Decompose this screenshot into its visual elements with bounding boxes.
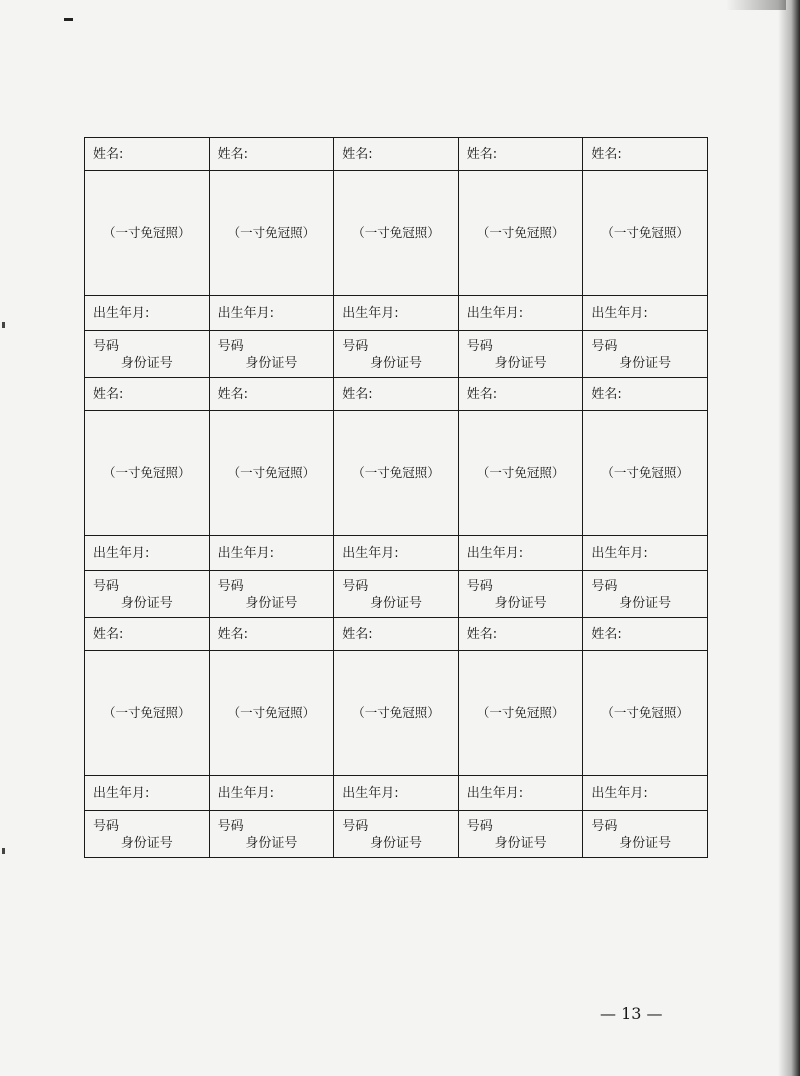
id-number-label [85, 331, 210, 356]
id-card-label [583, 355, 708, 378]
id-number-label-text: 号码 [466, 579, 493, 594]
birth-date-cell-text: 出生年月: [591, 305, 648, 321]
name-cell-text: 姓名: [342, 626, 373, 642]
binding-mark [2, 322, 5, 328]
id-card-label [85, 355, 210, 378]
id-number-label-text: 号码 [591, 579, 618, 594]
photo-placeholder-text: （一寸免冠照） [476, 704, 565, 720]
birth-date-cell-text: 出生年月: [93, 785, 150, 801]
name-cell [458, 378, 583, 411]
id-card-label-text: 身份证号 [120, 596, 173, 611]
photo-placeholder [209, 411, 334, 536]
birth-date-cell-text: 出生年月: [591, 545, 648, 561]
id-card-label [85, 835, 210, 858]
id-number-label [334, 331, 459, 356]
photo-placeholder-text: （一寸免冠照） [227, 464, 316, 480]
id-card-label-text: 身份证号 [619, 356, 672, 371]
birth-date-cell-text: 出生年月: [93, 545, 150, 561]
form-row [85, 776, 708, 811]
birth-date-cell [85, 776, 210, 811]
id-number-label-text: 号码 [93, 819, 120, 834]
name-cell [85, 378, 210, 411]
id-number-label-text: 号码 [93, 339, 120, 354]
form-row [85, 331, 708, 356]
id-card-label-text: 身份证号 [245, 596, 298, 611]
id-number-label [458, 331, 583, 356]
registration-photo-grid [84, 137, 708, 858]
birth-date-cell [583, 296, 708, 331]
name-cell [583, 378, 708, 411]
id-number-label-text: 号码 [342, 579, 369, 594]
id-number-label [85, 811, 210, 836]
id-number-label [458, 571, 583, 596]
id-card-label-text: 身份证号 [245, 836, 298, 851]
name-cell-text: 姓名: [342, 386, 373, 402]
name-cell-text: 姓名: [342, 146, 373, 162]
name-cell [583, 618, 708, 651]
id-number-label [85, 571, 210, 596]
id-number-label-text: 号码 [342, 819, 369, 834]
photo-placeholder-text: （一寸免冠照） [103, 224, 191, 240]
photo-placeholder [85, 411, 210, 536]
binding-mark [2, 848, 5, 854]
birth-date-cell [583, 776, 708, 811]
photo-placeholder-text: （一寸免冠照） [476, 224, 565, 240]
id-card-label [85, 595, 210, 618]
id-card-label [209, 835, 334, 858]
id-card-label [458, 595, 583, 618]
birth-date-cell-text: 出生年月: [342, 785, 399, 801]
photo-placeholder [334, 651, 459, 776]
photo-placeholder-text: （一寸免冠照） [601, 464, 689, 480]
birth-date-cell [85, 536, 210, 571]
id-card-label-text: 身份证号 [369, 596, 422, 611]
photo-placeholder [458, 411, 583, 536]
name-cell-text: 姓名: [591, 626, 622, 642]
photo-placeholder-text: （一寸免冠照） [227, 704, 316, 720]
id-card-label [583, 835, 708, 858]
id-card-label-text: 身份证号 [120, 836, 173, 851]
birth-date-cell [458, 776, 583, 811]
id-number-label-text: 号码 [466, 819, 493, 834]
id-card-label [458, 355, 583, 378]
form-row [85, 835, 708, 858]
page-number: — 13 — [600, 1004, 663, 1023]
id-card-label-text: 身份证号 [494, 356, 547, 371]
id-card-label-text: 身份证号 [120, 356, 173, 371]
id-card-label [209, 355, 334, 378]
id-card-label [209, 595, 334, 618]
name-cell-text: 姓名: [591, 146, 622, 162]
birth-date-cell-text: 出生年月: [93, 305, 150, 321]
birth-date-cell-text: 出生年月: [342, 305, 399, 321]
name-cell [334, 138, 459, 171]
name-cell-text: 姓名: [93, 386, 124, 402]
id-number-label [458, 811, 583, 836]
photo-placeholder [209, 651, 334, 776]
photo-placeholder-text: （一寸免冠照） [103, 704, 191, 720]
form-row [85, 296, 708, 331]
scan-mark [64, 18, 73, 21]
birth-date-cell [209, 296, 334, 331]
id-card-label [334, 835, 459, 858]
id-number-label [209, 811, 334, 836]
name-cell-text: 姓名: [466, 146, 498, 162]
id-card-label [583, 595, 708, 618]
birth-date-cell [334, 296, 459, 331]
photo-placeholder [583, 651, 708, 776]
birth-date-cell-text: 出生年月: [217, 305, 274, 321]
page-edge-shadow [778, 0, 800, 1076]
photo-placeholder-text: （一寸免冠照） [601, 224, 689, 240]
birth-date-cell [458, 536, 583, 571]
birth-date-cell [85, 296, 210, 331]
birth-date-cell-text: 出生年月: [217, 545, 274, 561]
id-number-label-text: 号码 [591, 819, 618, 834]
id-number-label [334, 571, 459, 596]
form-row [85, 138, 708, 171]
id-number-label-text: 号码 [217, 579, 244, 594]
photo-placeholder [334, 171, 459, 296]
id-number-label [583, 331, 708, 356]
name-cell-text: 姓名: [466, 626, 498, 642]
birth-date-cell [209, 776, 334, 811]
id-number-label-text: 号码 [466, 339, 493, 354]
id-card-label-text: 身份证号 [619, 836, 672, 851]
birth-date-cell-text: 出生年月: [466, 785, 524, 801]
birth-date-cell-text: 出生年月: [466, 545, 524, 561]
name-cell [334, 378, 459, 411]
name-cell-text: 姓名: [217, 146, 248, 162]
id-card-label-text: 身份证号 [494, 596, 547, 611]
photo-placeholder [583, 171, 708, 296]
form-row [85, 355, 708, 378]
id-number-label [583, 571, 708, 596]
birth-date-cell-text: 出生年月: [217, 785, 274, 801]
name-cell [209, 138, 334, 171]
name-cell [583, 138, 708, 171]
name-cell-text: 姓名: [217, 386, 248, 402]
birth-date-cell [334, 776, 459, 811]
name-cell-text: 姓名: [93, 146, 124, 162]
photo-placeholder [458, 651, 583, 776]
id-card-label-text: 身份证号 [369, 836, 422, 851]
name-cell [458, 138, 583, 171]
photo-placeholder-text: （一寸免冠照） [601, 704, 689, 720]
name-cell [209, 378, 334, 411]
id-card-label-text: 身份证号 [619, 596, 672, 611]
form-row [85, 171, 708, 296]
name-cell [334, 618, 459, 651]
id-number-label [209, 571, 334, 596]
id-card-label [334, 595, 459, 618]
photo-placeholder-text: （一寸免冠照） [352, 704, 440, 720]
photo-placeholder-text: （一寸免冠照） [352, 464, 440, 480]
birth-date-cell-text: 出生年月: [466, 305, 524, 321]
form-row [85, 651, 708, 776]
birth-date-cell-text: 出生年月: [591, 785, 648, 801]
scan-shadow-top [726, 0, 786, 10]
id-number-label-text: 号码 [217, 339, 244, 354]
id-card-label-text: 身份证号 [245, 356, 298, 371]
name-cell-text: 姓名: [217, 626, 248, 642]
name-cell [85, 138, 210, 171]
birth-date-cell-text: 出生年月: [342, 545, 399, 561]
form-row [85, 595, 708, 618]
id-number-label-text: 号码 [342, 339, 369, 354]
form-row [85, 618, 708, 651]
birth-date-cell [209, 536, 334, 571]
name-cell [85, 618, 210, 651]
id-number-label [583, 811, 708, 836]
birth-date-cell [458, 296, 583, 331]
photo-placeholder-text: （一寸免冠照） [352, 224, 440, 240]
photo-placeholder [85, 651, 210, 776]
name-cell-text: 姓名: [591, 386, 622, 402]
name-cell [458, 618, 583, 651]
name-cell-text: 姓名: [466, 386, 498, 402]
form-row [85, 811, 708, 836]
form-row [85, 411, 708, 536]
name-cell-text: 姓名: [93, 626, 124, 642]
photo-placeholder [334, 411, 459, 536]
id-number-label-text: 号码 [217, 819, 244, 834]
name-cell [209, 618, 334, 651]
form-row [85, 571, 708, 596]
id-card-label [334, 355, 459, 378]
photo-placeholder [85, 171, 210, 296]
form-row [85, 378, 708, 411]
birth-date-cell [334, 536, 459, 571]
photo-placeholder [209, 171, 334, 296]
photo-placeholder [583, 411, 708, 536]
id-number-label [209, 331, 334, 356]
id-card-label-text: 身份证号 [369, 356, 422, 371]
photo-placeholder [458, 171, 583, 296]
id-card-label-text: 身份证号 [494, 836, 547, 851]
photo-placeholder-text: （一寸免冠照） [103, 464, 191, 480]
photo-placeholder-text: （一寸免冠照） [227, 224, 316, 240]
photo-placeholder-text: （一寸免冠照） [476, 464, 565, 480]
form-row [85, 536, 708, 571]
id-card-label [458, 835, 583, 858]
id-number-label-text: 号码 [93, 579, 120, 594]
id-number-label-text: 号码 [591, 339, 618, 354]
birth-date-cell [583, 536, 708, 571]
id-number-label [334, 811, 459, 836]
